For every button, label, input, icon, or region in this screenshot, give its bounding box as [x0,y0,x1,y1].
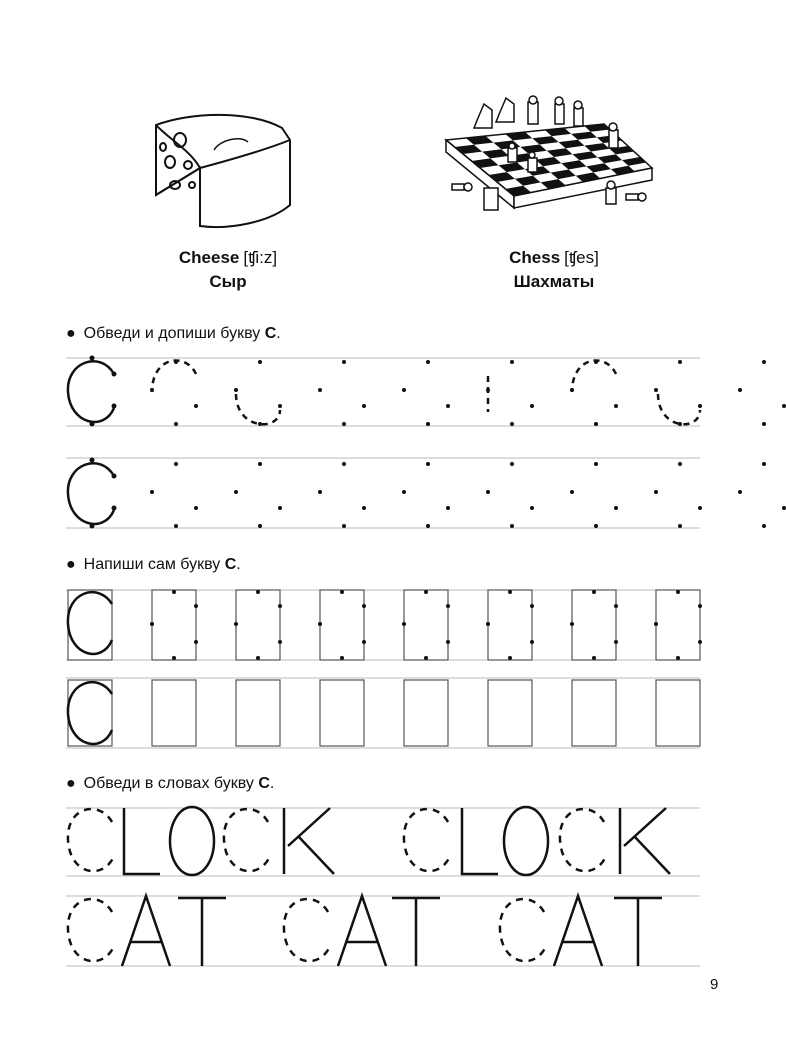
guide-dot [426,422,430,426]
guide-dot [614,506,618,510]
guide-dot [446,404,450,408]
transcription-cheese: [ʧi:z] [243,248,278,267]
guide-dot [112,404,117,409]
guide-dot [194,404,198,408]
guide-dot [278,506,282,510]
guide-dot [594,524,598,528]
ruled-lines-trace [66,358,700,528]
box-dot [424,590,428,594]
box-dot [340,656,344,660]
box-guide-dots [150,590,702,660]
guide-dot [594,422,598,426]
box-dot [402,622,406,626]
cheese-illustration [156,115,290,227]
box-dot [530,640,534,644]
bullet-icon: ● [66,325,76,342]
chessboard-illustration [446,96,652,210]
guide-dot [342,360,346,364]
translation-cheese: Сыр [209,272,247,291]
box-dot [698,604,702,608]
guide-dot [234,388,238,392]
box-dot [278,604,282,608]
writing-box [488,590,532,660]
box-dot [234,622,238,626]
translation-chess: Шахматы [513,272,595,291]
guide-dot [738,490,742,494]
guide-dot [782,506,786,510]
guide-dot [654,490,658,494]
writing-box [572,590,616,660]
guide-dot [762,524,766,528]
trace-word-cat [68,896,226,966]
box-dot [362,640,366,644]
bullet-icon: ● [66,556,76,573]
box-dot [654,622,658,626]
word-chess: Chess [509,248,561,267]
guide-dot [762,422,766,426]
guide-dot [112,372,117,377]
box-dot [318,622,322,626]
box-dot [150,622,154,626]
guide-dot [762,462,766,466]
trace-word-cat-2 [284,896,440,966]
guide-dot [530,506,534,510]
box-dot [508,656,512,660]
writing-box [488,680,532,746]
guide-dot [510,524,514,528]
guide-dot [678,422,682,426]
guide-dot [90,458,95,463]
writing-box [320,680,364,746]
guide-dot [234,490,238,494]
bullet-icon: ● [66,775,76,792]
box-dot [530,604,534,608]
guide-dot [194,506,198,510]
guide-dot [782,404,786,408]
box-dot [592,656,596,660]
guide-dot [112,506,117,511]
writing-box [656,680,700,746]
writing-box [236,590,280,660]
writing-box [404,590,448,660]
guide-dot [174,422,178,426]
guide-dot [510,422,514,426]
guide-dot [510,360,514,364]
guide-dot [402,490,406,494]
guide-dot [342,422,346,426]
guide-dot [678,462,682,466]
page-number: 9 [710,976,719,993]
guide-dot [258,422,262,426]
guide-dot [654,388,658,392]
guide-dot [594,462,598,466]
guide-dot [426,524,430,528]
guide-dot [762,360,766,364]
guide-dot [426,360,430,364]
guide-dot [318,490,322,494]
guide-dots [90,356,786,529]
guide-dot [570,490,574,494]
task-instruction-1: ● Обведи и допиши букву C. [66,325,281,342]
box-dot [256,590,260,594]
box-dot [446,640,450,644]
trace-word-cat-3 [500,896,662,966]
guide-dot [530,404,534,408]
transcription-chess: [ʧes] [564,248,599,267]
box-dot [194,640,198,644]
dashed-letter-c [152,360,700,424]
guide-dot [698,506,702,510]
box-dot [508,590,512,594]
guide-dot [150,490,154,494]
writing-box [656,590,700,660]
box-dot [172,656,176,660]
guide-dot [402,388,406,392]
box-dot [614,640,618,644]
box-dot [676,656,680,660]
box-dot [194,604,198,608]
guide-dot [678,360,682,364]
writing-box [152,680,196,746]
box-dot [592,590,596,594]
box-dot [424,656,428,660]
guide-dot [90,356,95,361]
writing-box [152,590,196,660]
box-dot [172,590,176,594]
box-dot [570,622,574,626]
guide-dot [174,360,178,364]
box-dot [486,622,490,626]
guide-dot [698,404,702,408]
guide-dot [318,388,322,392]
guide-dot [174,462,178,466]
trace-word-clock-2 [404,807,670,875]
sample-letter-c-boxed [68,592,112,744]
guide-dot [510,462,514,466]
guide-dot [594,360,598,364]
box-dot [614,604,618,608]
box-dot [446,604,450,608]
guide-dot [150,388,154,392]
task-instruction-2: ● Напиши сам букву C. [66,556,241,573]
guide-dot [446,506,450,510]
box-dot [340,590,344,594]
guide-dot [258,462,262,466]
caption-cheese [128,246,328,294]
guide-dot [90,422,95,427]
writing-boxes [68,590,700,746]
box-dot [362,604,366,608]
writing-box [404,680,448,746]
box-dot [698,640,702,644]
guide-dot [570,388,574,392]
guide-dot [342,524,346,528]
guide-dot [486,490,490,494]
sample-letter-c [68,361,114,524]
guide-dot [614,404,618,408]
word-cheese: Cheese [178,248,240,267]
guide-dot [258,524,262,528]
guide-dot [174,524,178,528]
guide-dot [362,506,366,510]
box-dot [676,590,680,594]
guide-dot [112,474,117,479]
guide-dot [426,462,430,466]
guide-dot [278,404,282,408]
guide-dot [486,388,490,392]
trace-word-clock [68,807,334,875]
guide-dot [362,404,366,408]
box-dot [278,640,282,644]
guide-dot [738,388,742,392]
ruled-lines-write [66,590,700,748]
caption-chess [454,246,654,294]
guide-dot [342,462,346,466]
writing-box [236,680,280,746]
task-instruction-3: ● Обведи в словах букву C. [66,775,275,792]
writing-box [572,680,616,746]
guide-dot [678,524,682,528]
guide-dot [258,360,262,364]
guide-dot [90,524,95,529]
box-dot [256,656,260,660]
writing-box [320,590,364,660]
